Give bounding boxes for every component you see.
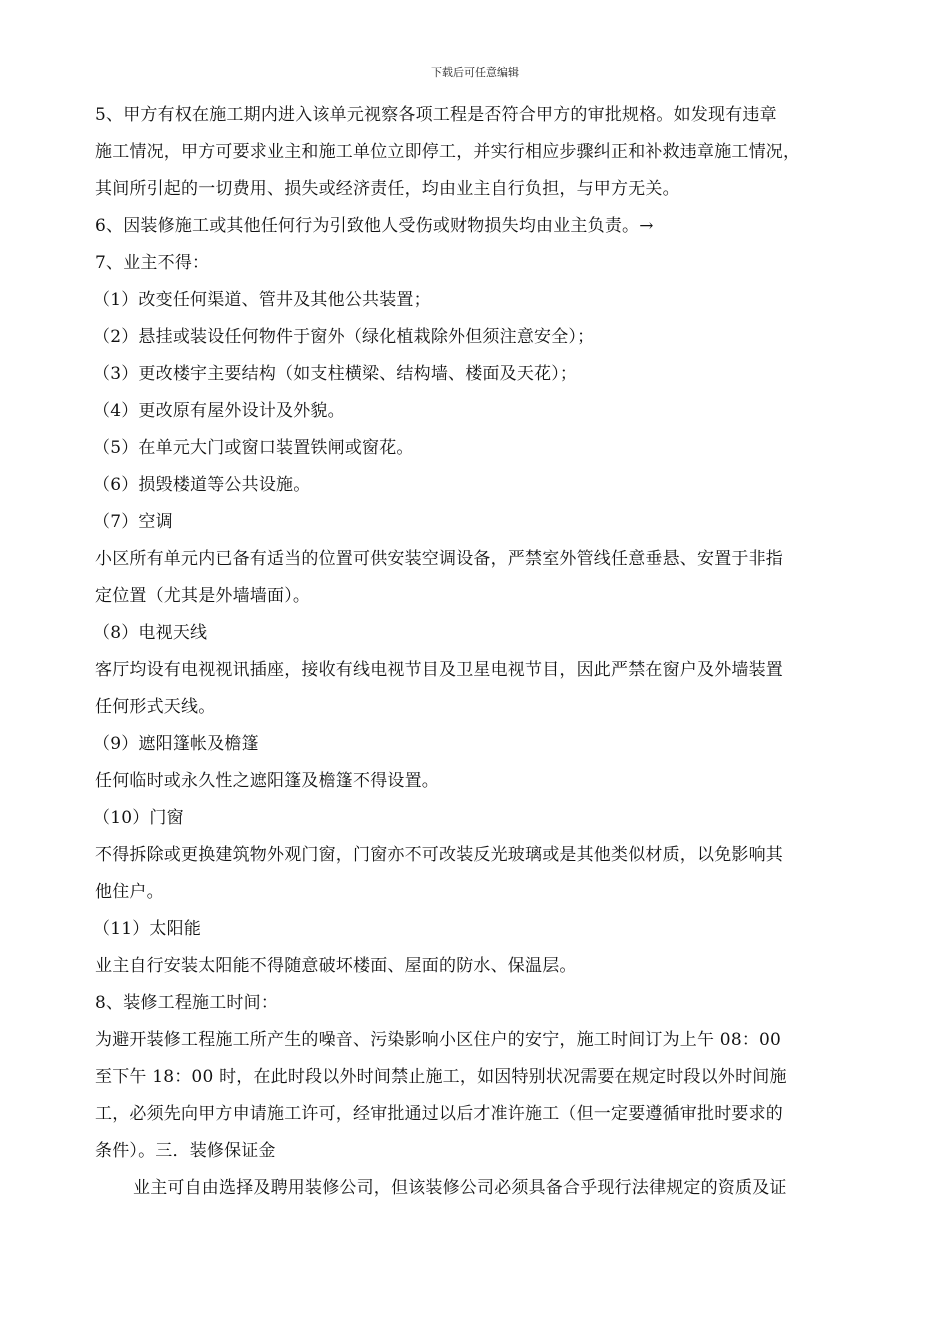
list-item-9-heading: （9）遮阳篷帐及檐篷 xyxy=(93,734,259,754)
section-7-heading: 7、业主不得： xyxy=(95,253,210,273)
list-item-11-heading: （11）太阳能 xyxy=(93,919,202,939)
awning-text: 任何临时或永久性之遮阳篷及檐篷不得设置。 xyxy=(95,771,439,791)
list-item-5: （5）在单元大门或窗口装置铁闸或窗花。 xyxy=(93,438,414,458)
antenna-text-line-1: 客厅均设有电视视讯插座，接收有线电视节目及卫星电视节目，因此严禁在窗户及外墙装置 xyxy=(95,660,783,680)
document-body xyxy=(95,97,875,1207)
aircon-text-line-2: 定位置（尤其是外墙墙面）。 xyxy=(95,586,311,606)
paragraph-5-line-2: 施工情况，甲方可要求业主和施工单位立即停工，并实行相应步骤纠正和补救违章施工情况， xyxy=(95,142,801,162)
hours-text-line-4: 条件）。三．装修保证金 xyxy=(95,1141,276,1161)
doors-text-line-2: 他住户。 xyxy=(95,882,164,902)
list-item-10-heading: （10）门窗 xyxy=(93,808,184,828)
deposit-paragraph: 业主可自由选择及聘用装修公司，但该装修公司必须具备合乎现行法律规定的资质及证 xyxy=(133,1178,787,1198)
hours-text-line-2: 至下午 18：00 时，在此时段以外时间禁止施工，如因特别状况需要在规定时段以外时间施 xyxy=(95,1067,787,1087)
paragraph-5-line-1: 5、甲方有权在施工期内进入该单元视察各项工程是否符合甲方的审批规格。如发现有违章 xyxy=(95,105,777,125)
list-item-2: （2）悬挂或装设任何物件于窗外（绿化植栽除外但须注意安全）； xyxy=(93,327,595,347)
page-header: 下载后可任意编辑 xyxy=(431,66,519,79)
list-item-6: （6）损毁楼道等公共设施。 xyxy=(93,475,311,495)
list-item-8-heading: （8）电视天线 xyxy=(93,623,208,643)
list-item-4: （4）更改原有屋外设计及外貌。 xyxy=(93,401,345,421)
paragraph-6: 6、因装修施工或其他任何行为引致他人受伤或财物损失均由业主负责。→ xyxy=(95,216,654,236)
list-item-3: （3）更改楼宇主要结构（如支柱横梁、结构墙、楼面及天花）； xyxy=(93,364,578,384)
doors-text-line-1: 不得拆除或更换建筑物外观门窗，门窗亦不可改装反光玻璃或是其他类似材质，以免影响其 xyxy=(95,845,783,865)
list-item-1: （1）改变任何渠道、管井及其他公共装置； xyxy=(93,290,431,310)
section-8-heading: 8、装修工程施工时间： xyxy=(95,993,279,1013)
hours-text-line-1: 为避开装修工程施工所产生的噪音、污染影响小区住户的安宁，施工时间订为上午 08：00 xyxy=(95,1030,782,1050)
solar-text: 业主自行安装太阳能不得随意破坏楼面、屋面的防水、保温层。 xyxy=(95,956,577,976)
paragraph-5-line-3: 其间所引起的一切费用、损失或经济责任，均由业主自行负担，与甲方无关。 xyxy=(95,179,680,199)
antenna-text-line-2: 任何形式天线。 xyxy=(95,697,216,717)
hours-text-line-3: 工，必须先向甲方申请施工许可，经审批通过以后才准许施工（但一定要遵循审批时要求的 xyxy=(95,1104,783,1124)
aircon-text-line-1: 小区所有单元内已备有适当的位置可供安装空调设备，严禁室外管线任意垂悬、安置于非指 xyxy=(95,549,783,569)
list-item-7-heading: （7）空调 xyxy=(93,512,173,532)
